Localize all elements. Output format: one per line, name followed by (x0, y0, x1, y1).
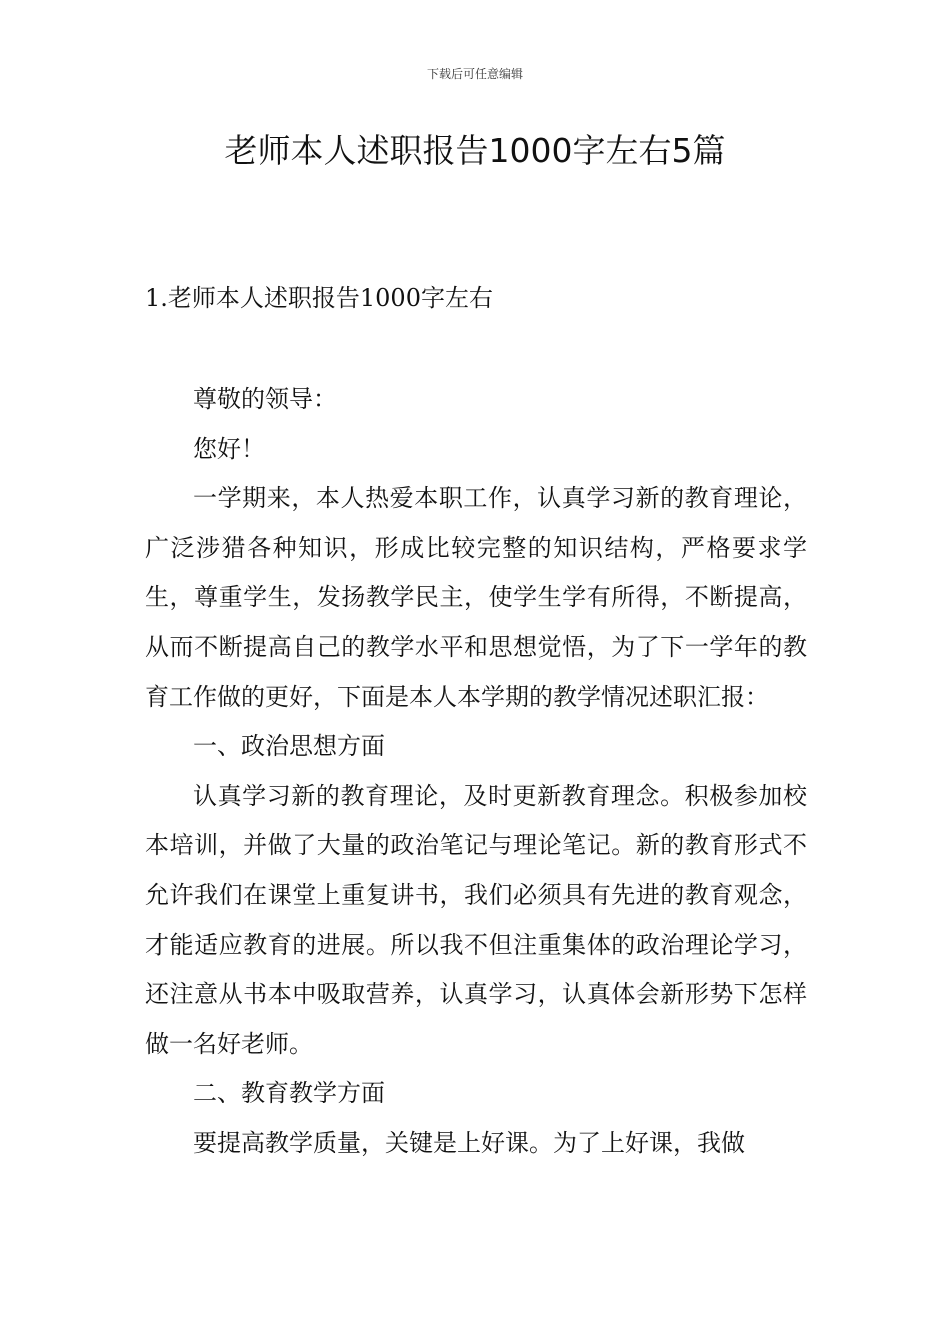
document-body (145, 375, 807, 1169)
intro-paragraph: 一学期来，本人热爱本职工作，认真学习新的教育理论，广泛涉猎各种知识，形成比较完整的知识结构，严格要求学生，尊重学生，发扬教学民主，使学生学有所得，不断提高，从而不断提高自己的教学水平和思想觉悟，为了下一学年的教育工作做的更好，下面是本人本学期的教学情况述职汇报： (145, 484, 807, 711)
teaching-paragraph: 要提高教学质量，关键是上好课。为了上好课，我做 (193, 1128, 745, 1157)
political-paragraph: 认真学习新的教育理论，及时更新教育理念。积极参加校本培训，并做了大量的政治笔记与理论笔记。新的教育形式不允许我们在课堂上重复讲书，我们必须具有先进的教育观念，才能适应教育的进展。所以我不但注重集体的政治理论学习，还注意从书本中吸取营养，认真学习，认真体会新形势下怎样做一名好老师。 (145, 781, 807, 1058)
subheading-political: 一、政治思想方面 (193, 732, 385, 761)
subheading-teaching: 二、教育教学方面 (193, 1079, 385, 1108)
header-note: 下载后可任意编辑 (426, 67, 523, 81)
greeting: 您好！ (193, 434, 265, 463)
salutation: 尊敬的领导： (193, 385, 337, 413)
document-title: 老师本人述职报告1000字左右5篇 (224, 131, 726, 170)
section-heading: 1.老师本人述职报告1000字左右 (145, 284, 493, 312)
